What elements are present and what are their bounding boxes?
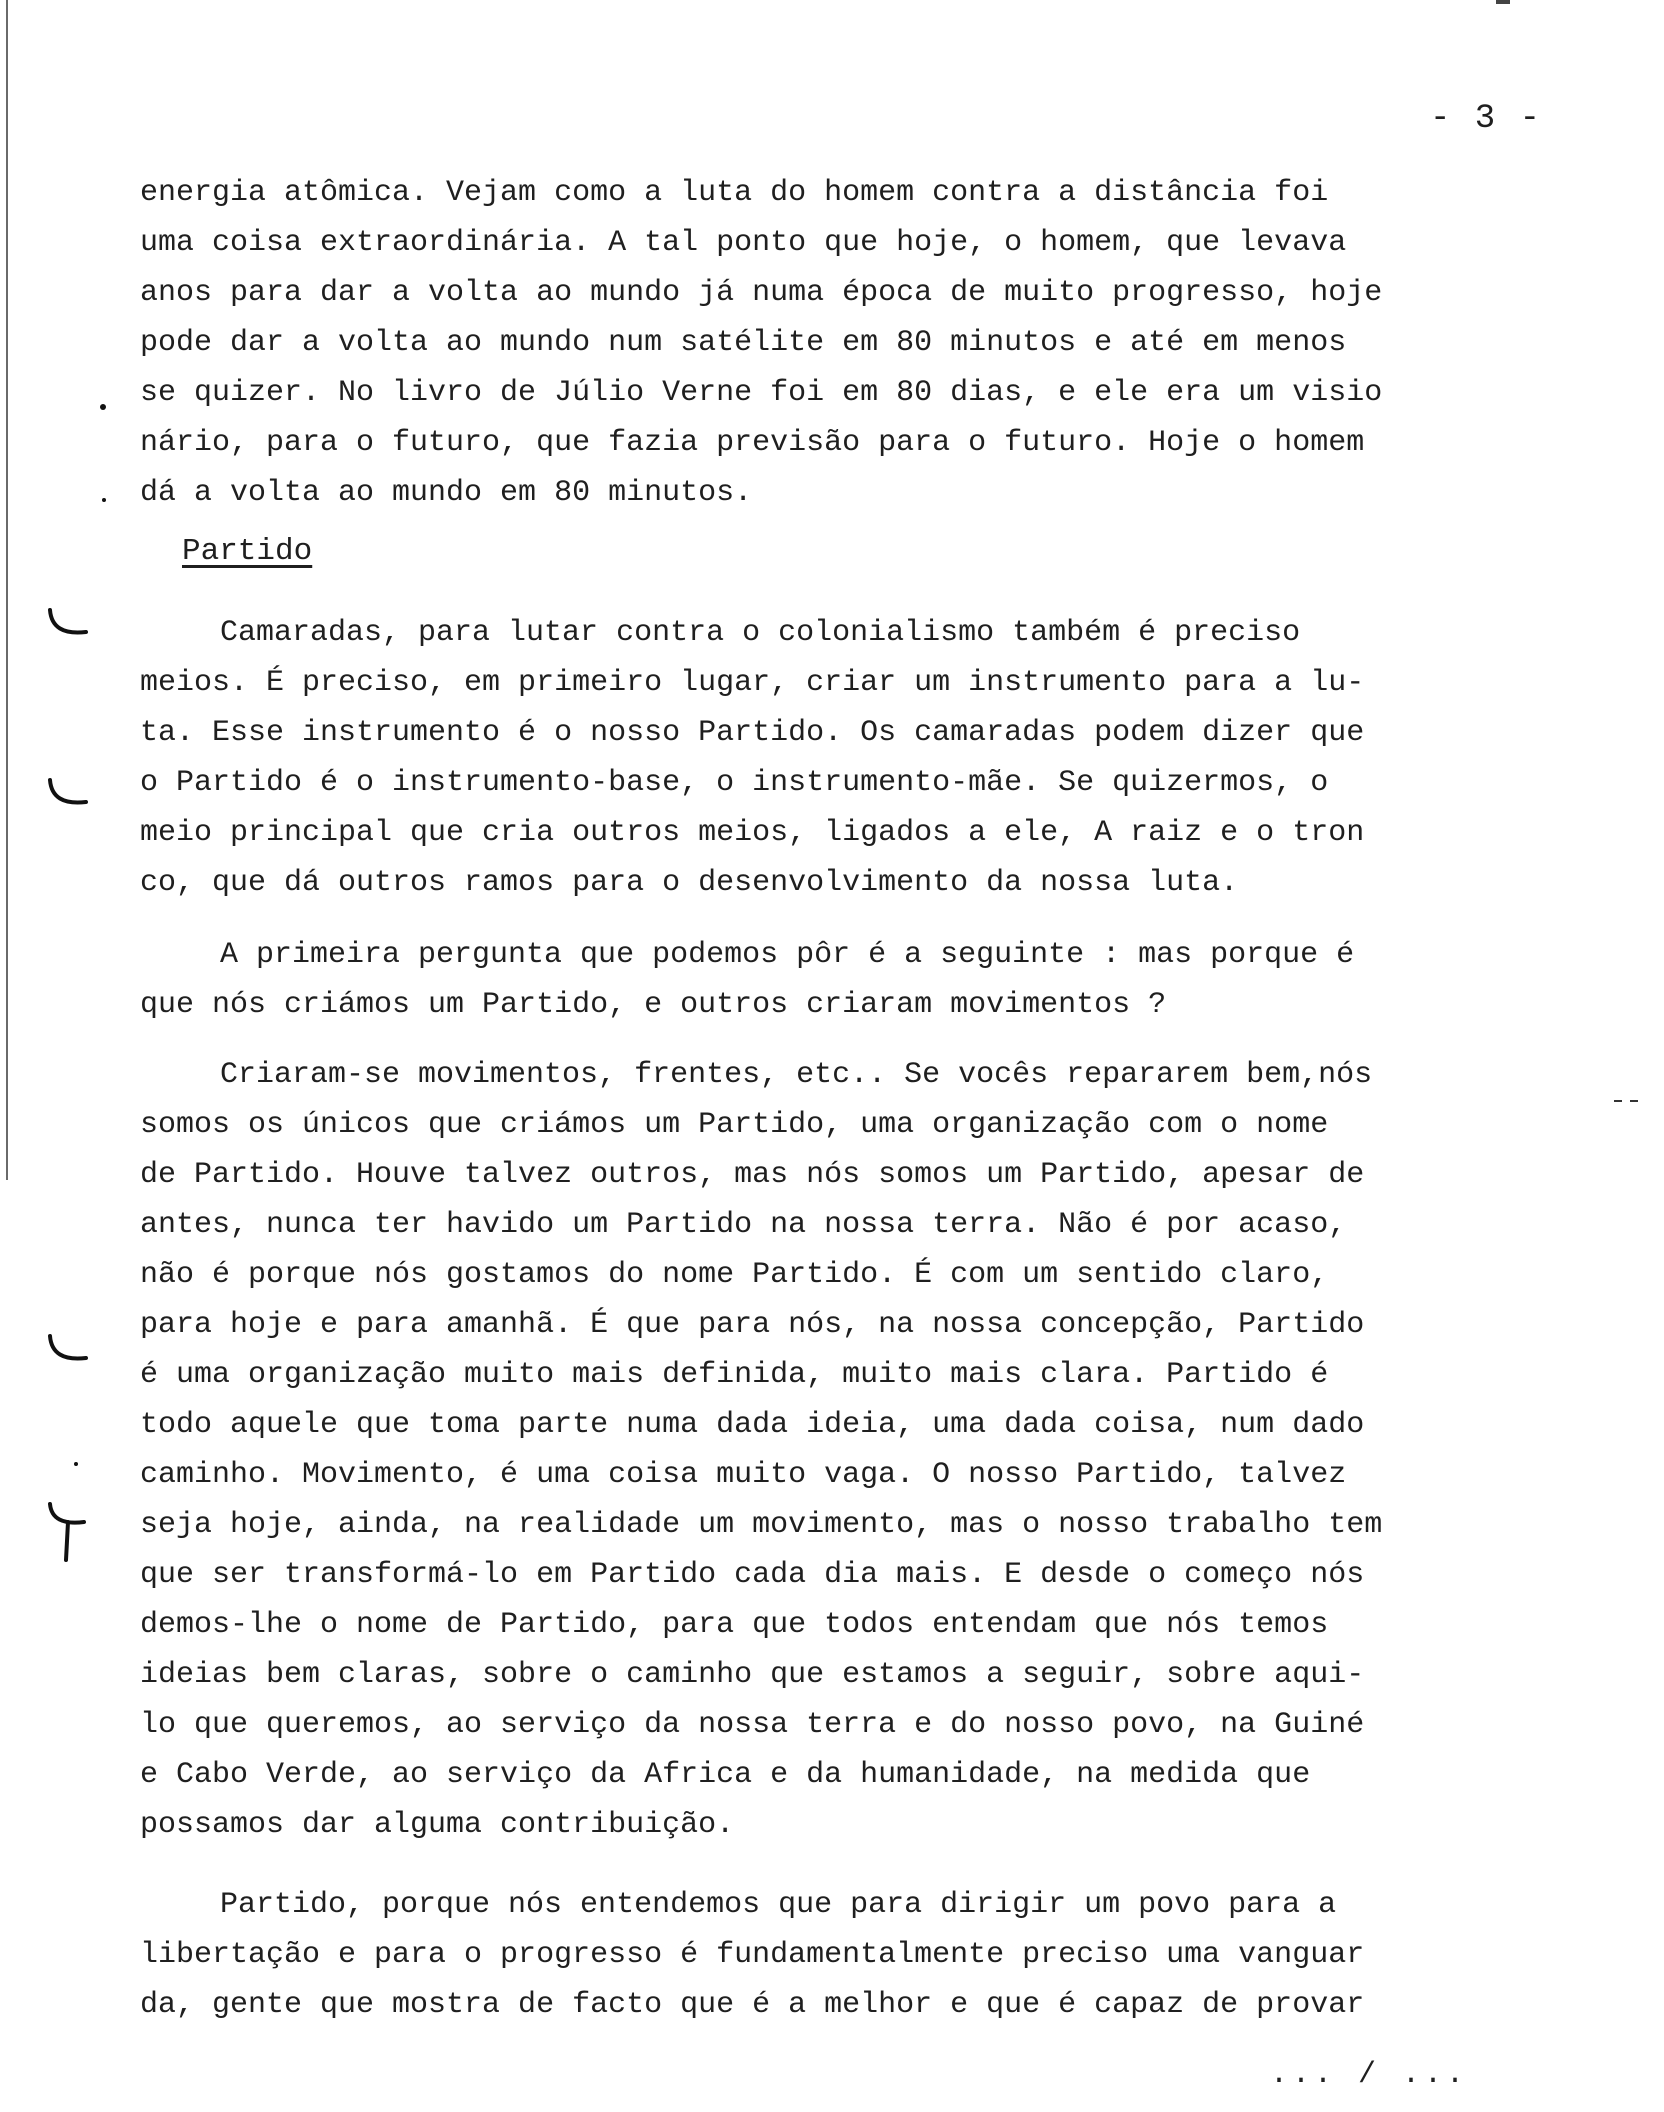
text-line: é uma organização muito mais definida, muito mais clara. Partido é [140, 1358, 1329, 1392]
text-line: co, que dá outros ramos para o desenvolvimento da nossa luta. [140, 866, 1239, 900]
page-number: - 3 - [1430, 100, 1543, 138]
text-line: meio principal que cria outros meios, ligados a ele, A raiz e o tron [140, 816, 1365, 850]
paragraph-partido-2 [140, 930, 1580, 1030]
text-line: libertação e para o progresso é fundamentalmente preciso uma vanguar [140, 1938, 1365, 1972]
text-line: meios. É preciso, em primeiro lugar, criar um instrumento para a lu- [140, 666, 1365, 700]
text-line: somos os únicos que criámos um Partido, uma organização com o nome [140, 1108, 1329, 1142]
text-line: possamos dar alguma contribuição. [140, 1808, 735, 1842]
text-line: não é porque nós gostamos do nome Partido. É com um sentido claro, [140, 1258, 1329, 1292]
text-line: e Cabo Verde, ao serviço da Africa e da humanidade, na medida que [140, 1758, 1311, 1792]
margin-bracket-mark [44, 1500, 94, 1570]
paragraph-partido-4 [140, 1880, 1580, 2030]
text-line: demos-lhe o nome de Partido, para que todos entendam que nós temos [140, 1608, 1329, 1642]
margin-dot [74, 1462, 78, 1466]
text-line: o Partido é o instrumento-base, o instrumento-mãe. Se quizermos, o [140, 766, 1329, 800]
margin-dash-mark [1612, 1096, 1652, 1106]
margin-dot [102, 498, 106, 502]
text-line: anos para dar a volta ao mundo já numa época de muito progresso, hoje [140, 276, 1383, 310]
text-line: se quizer. No livro de Júlio Verne foi em 80 dias, e ele era um visio [140, 376, 1383, 410]
text-line: antes, nunca ter havido um Partido na nossa terra. Não é por acaso, [140, 1208, 1347, 1242]
text-line: Partido, porque nós entendemos que para dirigir um povo para a [220, 1888, 1337, 1922]
text-line: ideias bem claras, sobre o caminho que estamos a seguir, sobre aqui- [140, 1658, 1365, 1692]
text-line: pode dar a volta ao mundo num satélite em 80 minutos e até em menos [140, 326, 1347, 360]
intro-paragraph [140, 168, 1580, 518]
text-line: todo aquele que toma parte numa dada ideia, uma dada coisa, num dado [140, 1408, 1365, 1442]
margin-bracket-mark [44, 606, 94, 646]
text-line: Camaradas, para lutar contra o colonialismo também é preciso [220, 616, 1301, 650]
section-heading: Partido [182, 534, 313, 569]
text-line: Criaram-se movimentos, frentes, etc.. Se vocês repararem bem,nós [220, 1058, 1373, 1092]
top-edge-mark [1496, 0, 1510, 4]
left-border-line [6, 0, 8, 1180]
text-line: ta. Esse instrumento é o nosso Partido. Os camaradas podem dizer que [140, 716, 1365, 750]
text-line: A primeira pergunta que podemos pôr é a seguinte : mas porque é [220, 938, 1355, 972]
margin-bracket-mark [44, 776, 94, 816]
text-line: que nós criámos um Partido, e outros criaram movimentos ? [140, 988, 1167, 1022]
text-line: para hoje e para amanhã. É que para nós, na nossa concepção, Partido [140, 1308, 1365, 1342]
margin-bracket-mark [44, 1332, 94, 1372]
margin-dot [100, 404, 106, 410]
continuation-mark: ... / ... [1270, 2058, 1469, 2092]
text-line: lo que queremos, ao serviço da nossa terra e do nosso povo, na Guiné [140, 1708, 1365, 1742]
text-line: uma coisa extraordinária. A tal ponto que hoje, o homem, que levava [140, 226, 1347, 260]
text-line: caminho. Movimento, é uma coisa muito vaga. O nosso Partido, talvez [140, 1458, 1347, 1492]
paragraph-partido-1 [140, 608, 1580, 908]
text-line: nário, para o futuro, que fazia previsão para o futuro. Hoje o homem [140, 426, 1365, 460]
paragraph-partido-3 [140, 1050, 1580, 1850]
text-line: que ser transformá-lo em Partido cada dia mais. E desde o começo nós [140, 1558, 1365, 1592]
text-line: seja hoje, ainda, na realidade um movimento, mas o nosso trabalho tem [140, 1508, 1383, 1542]
text-line: da, gente que mostra de facto que é a melhor e que é capaz de provar [140, 1988, 1365, 2022]
text-line: dá a volta ao mundo em 80 minutos. [140, 476, 753, 510]
text-line: energia atômica. Vejam como a luta do homem contra a distância foi [140, 176, 1329, 210]
text-line: de Partido. Houve talvez outros, mas nós somos um Partido, apesar de [140, 1158, 1365, 1192]
